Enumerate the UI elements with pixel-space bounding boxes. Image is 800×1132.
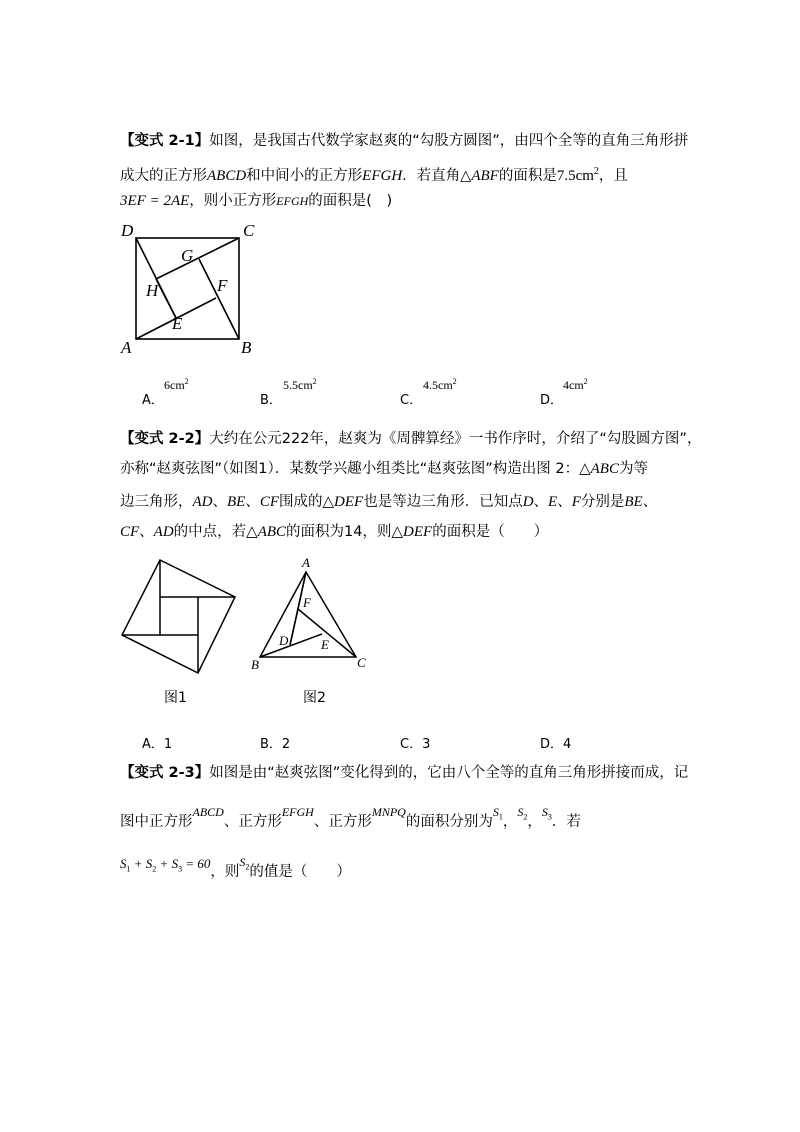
q1-option-b-value: $5.5cm^2$: [283, 377, 317, 392]
q2-sep-4: 、: [557, 494, 572, 510]
q2-seg-cf: CF: [259, 494, 279, 510]
q2-sep-1: 、: [212, 494, 227, 510]
q3-equation: $S_1 + S_2 + S_3 = 60$: [120, 856, 211, 874]
q1-area-value: 7.5cm: [556, 167, 594, 184]
q3-text-1: 如图是由“赵爽弦图”变化得到的，它由八个全等的直角三角形拼接而成，记: [209, 765, 689, 781]
q1-label-f: F: [217, 276, 228, 295]
q2-text-3d: 分别是: [580, 494, 625, 510]
q2-seg-cf-2: CF: [120, 524, 140, 540]
q2-triangle-def: △DEF: [322, 494, 364, 510]
q2-sep-3: 、: [533, 494, 549, 510]
q1-label-h: H: [146, 281, 159, 300]
q2-point-f: F: [571, 494, 581, 510]
q2-fig1-outer-square: [122, 560, 235, 673]
q3-s1: S1: [492, 805, 503, 822]
q2-sep-5: 、: [642, 494, 658, 510]
q2-seg-ad: AD: [192, 494, 213, 510]
q1-text-3a: ，则小正方形: [189, 193, 277, 209]
q2-point-e: E: [548, 494, 558, 510]
q1-label-d: D: [121, 221, 134, 240]
q1-text-2c: ．若直角△: [402, 167, 472, 184]
q2-sep-2: 、: [245, 494, 260, 510]
q2-text-3b: 围成的: [279, 494, 323, 510]
q2-fig2-label-f: F: [303, 595, 311, 610]
q2-text-1: 大约在公元222年，赵爽为《周髀算经》一书作序时，介绍了“勾股圆方图”，: [209, 431, 702, 447]
q2-option-b[interactable]: B．2: [260, 737, 291, 752]
q2-triangle-abc: △ABC: [579, 461, 619, 477]
q1-label-e: E: [172, 314, 183, 333]
q1-triangle-abf: ABF: [471, 167, 499, 184]
q2-text-3a: 边三角形，: [120, 494, 193, 510]
q2-text-4d: 的面积为14，则: [286, 524, 392, 540]
q2-triangle-def-2: △DEF: [391, 524, 433, 540]
q3-text-2c: 的面积分别为: [405, 814, 493, 830]
q2-fig2-caption: 图2: [303, 690, 326, 706]
q2-text-3c: 也是等边三角形．已知点: [363, 494, 523, 510]
q3-text-3a: ，则: [210, 864, 240, 880]
q1-option-a[interactable]: A．: [142, 393, 164, 408]
q1-label-g: G: [181, 246, 194, 265]
q3-line-1: [120, 763, 688, 783]
q2-heading: 【变式 2-2】: [120, 431, 210, 447]
q3-square-mnpq: MNPQ: [371, 805, 406, 819]
q3-line-2: [120, 805, 581, 837]
q1-square-efgh-2: EFGH: [276, 194, 309, 208]
q3-text-2a: 图中正方形: [120, 814, 193, 830]
q2-triangle-abc-2: △ABC: [246, 524, 287, 540]
q1-text-2d: 的面积是: [498, 167, 557, 184]
q2-fig1-caption: 图1: [164, 690, 187, 706]
q2-seg-be-2: BE: [624, 494, 643, 510]
q3-s3: S3: [541, 805, 552, 822]
q2-text-4e: 的面积是（ ）: [432, 524, 549, 540]
q3-text-2b-2: 正方形: [328, 814, 372, 830]
q2-fig2-label-d: D: [279, 633, 289, 648]
q1-text-3b: 的面积是( ): [308, 193, 393, 209]
q1-text-2b: 和中间小的正方形: [246, 167, 363, 184]
q3-square-efgh: EFGH: [281, 805, 314, 819]
q1-area-sup: 2: [593, 166, 599, 177]
q2-fig2-label-b: B: [251, 657, 259, 672]
q1-option-c-value: $4.5cm^2$: [423, 377, 457, 392]
q2-sep-6: 、: [139, 524, 154, 540]
q3-square-abcd: ABCD: [192, 805, 224, 819]
q1-heading: 【变式 2-1】: [120, 133, 210, 149]
q1-text-1: 如图，是我国古代数学家赵爽的“勾股方圆图”，由四个全等的直角三角形拼: [209, 133, 689, 149]
q2-point-d: D: [522, 494, 534, 510]
q1-option-a-value: $6cm^2$: [164, 377, 189, 392]
q3-comma-2: ，: [527, 814, 542, 830]
q3-sep-2: 、: [313, 814, 329, 830]
q1-option-b[interactable]: B．: [260, 393, 282, 408]
q2-fig2-label-a: A: [302, 555, 310, 570]
q3-text-3b: 的值是（ ）: [249, 864, 351, 880]
q1-text-2a: 成大的正方形: [120, 167, 207, 184]
q3-heading: 【变式 2-3】: [120, 765, 210, 781]
q3-comma-1: ，: [502, 814, 518, 830]
q2-text-2: 亦称“赵爽弦图”（如图1）．某数学兴趣小组类比“赵爽弦图”构造出图 2：: [120, 461, 580, 477]
q2-option-a[interactable]: A．1: [142, 737, 173, 752]
q2-option-c[interactable]: C．3: [400, 737, 431, 752]
q3-text-2d: ．若: [551, 814, 581, 830]
q3-text-2b: 正方形: [238, 814, 282, 830]
q1-text-2e: ，且: [598, 167, 628, 184]
q1-label-a: A: [121, 338, 132, 357]
q3-s2: S2: [517, 805, 528, 822]
q1-square-abcd: ABCD: [207, 167, 247, 184]
q1-label-b: B: [241, 338, 252, 357]
q1-option-d-value: $4cm^2$: [563, 377, 588, 392]
q2-seg-be: BE: [227, 494, 246, 510]
q1-option-c[interactable]: C．: [400, 393, 423, 408]
q1-option-d[interactable]: D．: [540, 393, 564, 408]
q1-equation: 3EF = 2AE: [120, 193, 190, 209]
q1-label-c: C: [243, 221, 255, 240]
q2-seg-ad-2: AD: [153, 524, 174, 540]
q1-square-efgh: EFGH: [362, 167, 403, 184]
q2-option-d[interactable]: D．4: [540, 737, 572, 752]
q2-text-2b: 为等: [618, 461, 648, 477]
q3-s2-ref: S2: [239, 855, 250, 872]
q2-text-4c: 的中点，若: [173, 524, 247, 540]
q2-fig2-label-c: C: [357, 655, 366, 670]
q3-sep-1: 、: [223, 814, 239, 830]
q2-fig2-label-e: E: [321, 637, 329, 652]
q3-line-3: [120, 855, 351, 888]
